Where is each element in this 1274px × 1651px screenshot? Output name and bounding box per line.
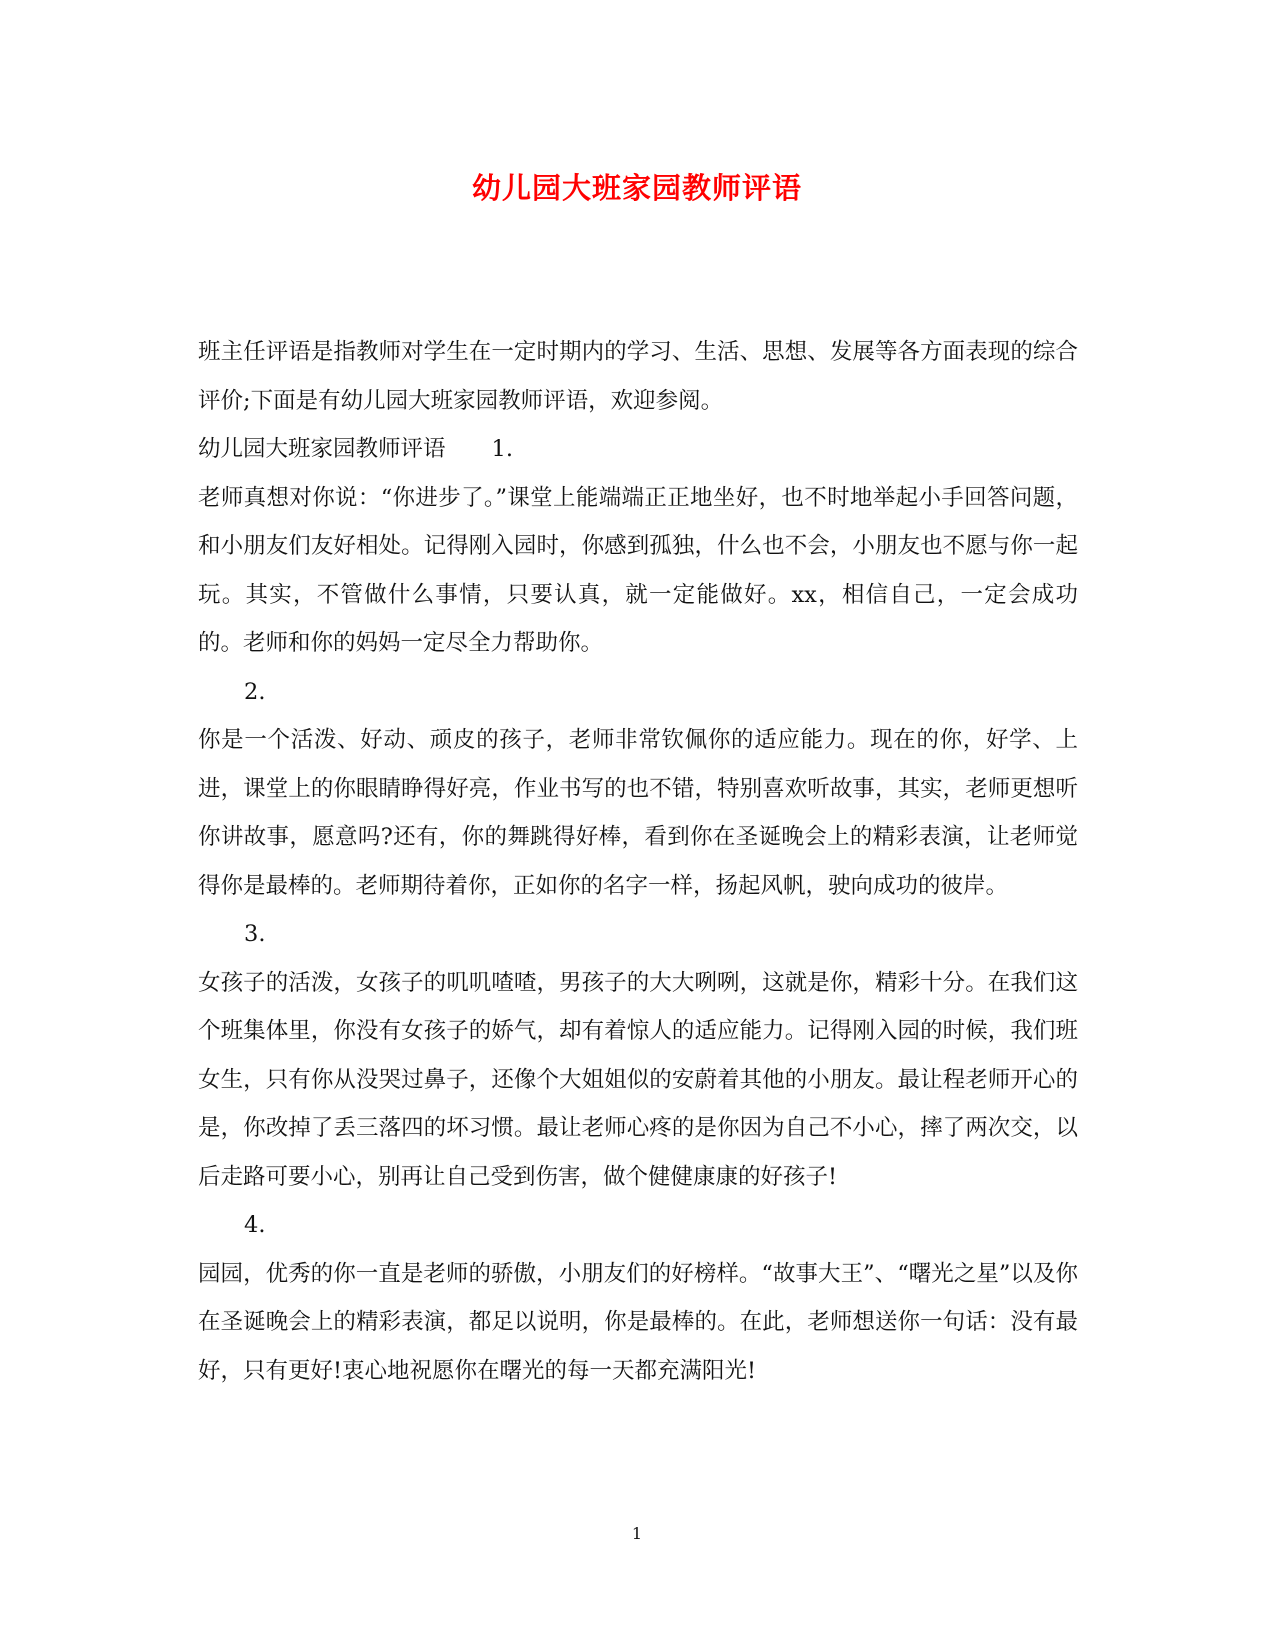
section-heading-text: 幼儿园大班家园教师评语 bbox=[198, 436, 446, 462]
item-number: 2. bbox=[244, 678, 266, 705]
item-number: 1. bbox=[491, 436, 513, 462]
item-number: 3. bbox=[244, 921, 266, 947]
section-heading bbox=[198, 425, 1078, 474]
item-number: 4. bbox=[244, 1212, 266, 1238]
item-text: 园园，优秀的你一直是老师的骄傲，小朋友们的好榜样。“故事大王”、“曙光之星”以及你在圣诞晚会上的精彩表演，都足以说明，你是最棒的。在此，老师想送你一句话：没有最好，只有更好!衷心地祝愿你在曙光的每一天都充满阳光! bbox=[198, 1260, 1078, 1384]
item-text: 你是一个活泼、好动、顽皮的孩子，老师非常钦佩你的适应能力。现在的你，好学、上进，课堂上的你眼睛睁得好亮，作业书写的也不错，特别喜欢听故事，其实，老师更想听你讲故事，愿意吗?还有，你的舞跳得好棒，看到你在圣诞晚会上的精彩表演，让老师觉得你是最棒的。老师期待着你，正如你的名字一样，扬起风帆，驶向成功的彼岸。 bbox=[198, 727, 1078, 899]
document-title: 幼儿园大班家园教师评语 bbox=[471, 171, 802, 205]
document-body bbox=[198, 328, 1078, 1395]
item-text: 老师真想对你说：“你进步了。”课堂上能端端正正地坐好，也不时地举起小手回答问题，和小朋友们友好相处。记得刚入园时，你感到孤独，什么也不会，小朋友也不愿与你一起玩。其实，不管做什么事情，只要认真，就一定能做好。xx，相信自己，一定会成功的。老师和你的妈妈一定尽全力帮助你。 bbox=[198, 484, 1078, 656]
page-number: 1 bbox=[631, 1524, 643, 1543]
intro-paragraph: 班主任评语是指教师对学生在一定时期内的学习、生活、思想、发展等各方面表现的综合评价;下面是有幼儿园大班家园教师评语，欢迎参阅。 bbox=[198, 339, 1078, 414]
item-text: 女孩子的活泼，女孩子的叽叽喳喳，男孩子的大大咧咧，这就是你，精彩十分。在我们这个班集体里，你没有女孩子的娇气，却有着惊人的适应能力。记得刚入园的时候，我们班女生，只有你从没哭过鼻子，还像个大姐姐似的安蔚着其他的小朋友。最让程老师开心的是，你改掉了丢三落四的坏习惯。最让老师心疼的是你因为自己不小心，摔了两次交，以后走路可要小心，别再让自己受到伤害，做个健健康康的好孩子! bbox=[198, 969, 1078, 1190]
